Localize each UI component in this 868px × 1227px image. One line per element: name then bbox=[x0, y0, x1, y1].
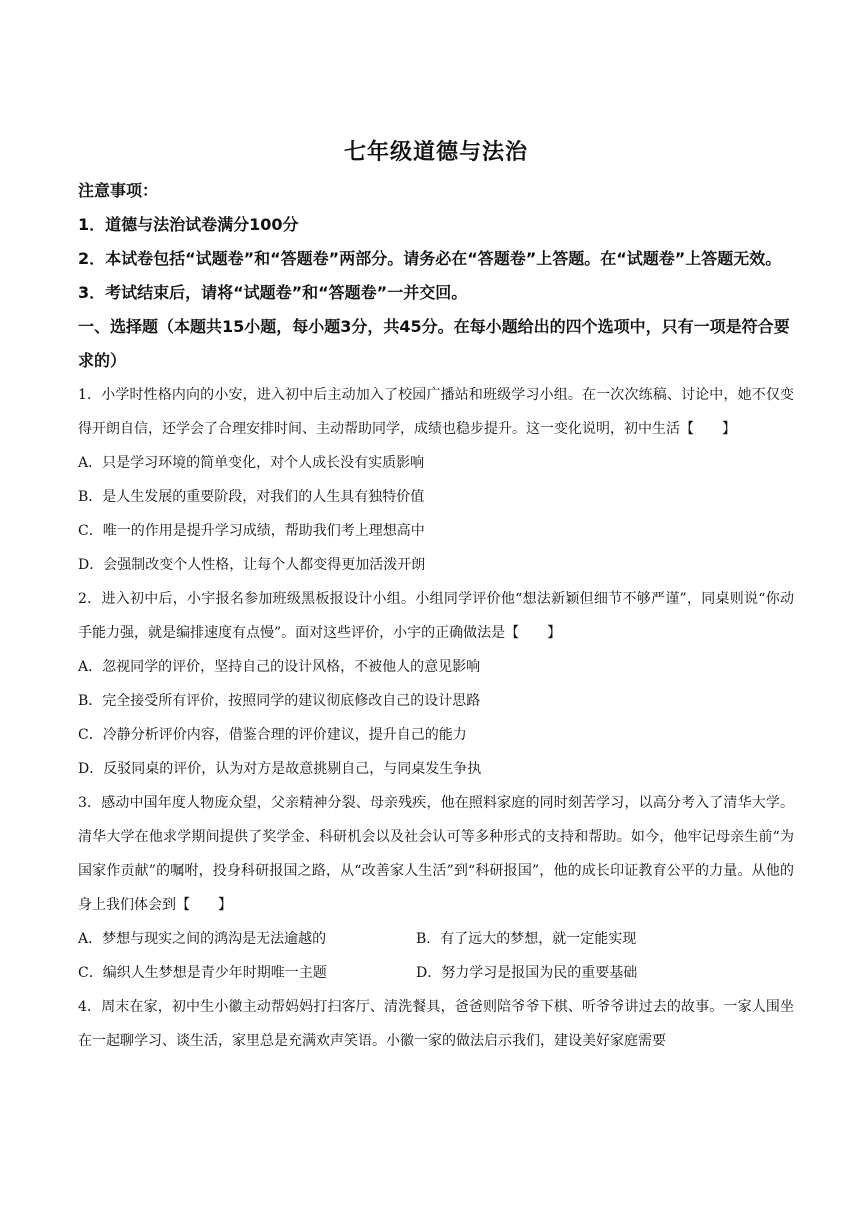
question-1-stem: 1．小学时性格内向的小安，进入初中后主动加入了校园广播站和班级学习小组。在一次次练稿、讨论中，她不仅变得开朗自信，还学会了合理安排时间、主动帮助同学，成绩也稳步提升。这一变化说明，初中生活【 】 bbox=[78, 387, 794, 437]
page-title: 七年级道德与法治 bbox=[343, 140, 528, 165]
notice-item-1: 1．道德与法治试卷满分100分 bbox=[78, 215, 299, 234]
notice-heading: 注意事项： bbox=[78, 181, 159, 200]
question-1-option-d: D．会强制改变个人性格，让每个人都变得更加活泼开朗 bbox=[78, 557, 426, 573]
question-3-options-row-2 bbox=[78, 956, 794, 990]
question-2-option-a: A．忽视同学的评价，坚持自己的设计风格，不被他人的意见影响 bbox=[78, 659, 481, 675]
question-3-option-b: B．有了远大的梦想，就一定能实现 bbox=[416, 931, 637, 947]
question-1-option-a: A．只是学习环境的简单变化，对个人成长没有实质影响 bbox=[78, 455, 425, 471]
question-2-stem: 2．进入初中后，小宇报名参加班级黑板报设计小组。小组同学评价他“想法新颖但细节不够严谨”，同桌则说“你动手能力强，就是编排速度有点慢”。面对这些评价，小宇的正确做法是【 】 bbox=[78, 591, 794, 641]
question-3-options-row-1 bbox=[78, 922, 794, 956]
question-1-option-b: B．是人生发展的重要阶段，对我们的人生具有独特价值 bbox=[78, 489, 425, 505]
question-2-option-d: D．反驳同桌的评价，认为对方是故意挑剔自己，与同桌发生争执 bbox=[78, 761, 482, 777]
question-1-option-c: C．唯一的作用是提升学习成绩，帮助我们考上理想高中 bbox=[78, 523, 425, 539]
notice-item-3: 3．考试结束后，请将“试题卷”和“答题卷”一并交回。 bbox=[78, 283, 468, 302]
question-4-stem: 4．周末在家，初中生小徽主动帮妈妈打扫客厅、清洗餐具，爸爸则陪爷爷下棋、听爷爷讲过去的故事。一家人围坐在一起聊学习、谈生活，家里总是充满欢声笑语。小徽一家的做法启示我们，建设美好家庭需要 bbox=[78, 999, 794, 1049]
question-3-stem: 3．感动中国年度人物庞众望，父亲精神分裂、母亲残疾，他在照料家庭的同时刻苦学习，以高分考入了清华大学。清华大学在他求学期间提供了奖学金、科研机会以及社会认可等多种形式的支持和帮助。如今，他牢记母亲生前“为国家作贡献”的嘱咐，投身科研报国之路，从“改善家人生活”到“科研报国”，他的成长印证教育公平的力量。从他的身上我们体会到【 】 bbox=[78, 795, 794, 913]
question-3-option-a: A．梦想与现实之间的鸿沟是无法逾越的 bbox=[78, 931, 327, 947]
section-heading: 一、选择题（本题共15小题，每小题3分，共45分。在每小题给出的四个选项中，只有一项是符合要求的） bbox=[78, 317, 790, 370]
question-3-option-c: C．编织人生梦想是青少年时期唯一主题 bbox=[78, 965, 327, 981]
question-3-option-d: D．努力学习是报国为民的重要基础 bbox=[416, 965, 638, 981]
notice-item-2: 2．本试卷包括“试题卷”和“答题卷”两部分。请务必在“答题卷”上答题。在“试题卷”上答题无效。 bbox=[78, 249, 782, 268]
exam-page bbox=[78, 136, 794, 1058]
question-2-option-c: C．冷静分析评价内容，借鉴合理的评价建议，提升自己的能力 bbox=[78, 727, 467, 743]
question-2-option-b: B．完全接受所有评价，按照同学的建议彻底修改自己的设计思路 bbox=[78, 693, 481, 709]
